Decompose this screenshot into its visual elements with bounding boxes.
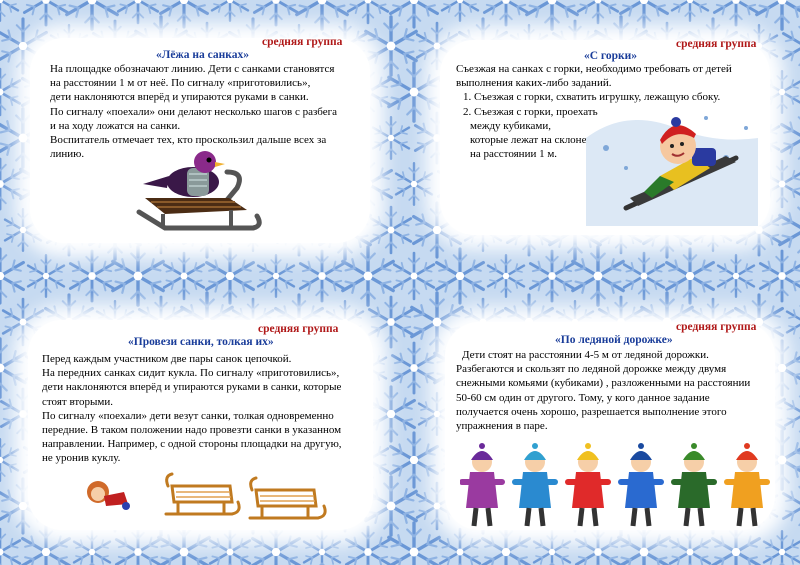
text-line: Перед каждым участником две пары санок цепочкой.	[42, 353, 292, 365]
text-line: Разбегаются и скользят по ледяной дорожке между двумя	[456, 363, 727, 376]
text-line: стоят вторыми.	[42, 395, 114, 408]
text-line: направлении. Например, с одной стороны площадки на другую,	[42, 438, 342, 451]
child-figure	[462, 443, 502, 526]
game-description-q1	[50, 62, 380, 161]
boy-sledding-illustration	[586, 98, 758, 226]
text-line: Съезжая с горки, проехать	[474, 105, 598, 118]
text-line: дети наклоняются вперёд и упираются руками в санки.	[50, 91, 309, 104]
two-sleds-illustration	[160, 466, 328, 528]
text-line: На площадке обозначают линию. Дети с санками становятся	[50, 63, 335, 75]
text-line: на расстоянии 1 м от неё. По сигналу «приготовились»,	[50, 77, 311, 90]
child-figure	[727, 443, 767, 526]
text-line: передние. В таком положении надо провезти санки в указанном	[42, 424, 342, 437]
text-line: на расстоянии 1 м.	[470, 148, 558, 161]
text-line: 50-60 см один от другого. Тому, у кого данное задание	[456, 391, 710, 404]
text-line: снежными комьями (кубиками) , разложенными на расстоянии	[456, 377, 751, 390]
text-line: и на ходу ложатся на санки.	[50, 119, 181, 132]
text-line: не уронив куклу.	[42, 452, 121, 465]
bird-on-sled-illustration	[135, 150, 265, 235]
group-label-q4: средняя группа	[676, 321, 757, 333]
text-line: которые лежат на склоне	[470, 134, 587, 147]
child-figure	[568, 443, 608, 526]
text-line: По сигналу «поехали» они делают несколько шагов с разбега	[50, 105, 338, 118]
text-line: выполнения каких-либо заданий.	[456, 77, 612, 90]
text-line: По сигналу «поехали» дети везут санки, толкая одновременно	[42, 409, 334, 422]
group-label-q1: средняя группа	[262, 36, 343, 48]
doll-illustration	[84, 478, 132, 512]
group-label-q3: средняя группа	[258, 323, 339, 335]
game-title-q2: «С горки»	[584, 50, 638, 62]
game-title-q4: «По ледяной дорожке»	[555, 334, 673, 346]
text-line: На передних санках сидит кукла. По сигналу «приготовились»,	[42, 367, 340, 380]
text-line: дети наклоняются вперёд и упираются руками в санки, которые	[42, 381, 342, 394]
child-figure	[674, 443, 714, 526]
text-line: упражнения в паре.	[456, 420, 548, 433]
game-title-q1: «Лёжа на санках»	[156, 49, 249, 61]
text-line: между кубиками,	[470, 119, 551, 132]
game-description-q3	[42, 352, 377, 466]
list-item: 1. Съезжая с горки, схватить игрушку, лежащую сбоку.	[474, 90, 776, 104]
group-label-q2: средняя группа	[676, 38, 757, 50]
child-figure	[515, 443, 555, 526]
text-line: получается очень хорошо, разрешается выполнение этого	[456, 405, 727, 418]
game-title-q3: «Провези санки, толкая их»	[128, 336, 274, 348]
game-description-q4	[456, 348, 774, 433]
text-line: линию.	[50, 148, 85, 161]
text-line: Дети стоят на расстоянии 4-5 м от ледяной дорожки.	[462, 349, 709, 361]
children-holding-hands-illustration	[460, 442, 770, 532]
text-line: Съезжая на санках с горки, необходимо требовать от детей	[456, 63, 732, 75]
text-line: Воспитатель отмечает тех, кто проскользил дальше всех за	[50, 134, 327, 147]
child-figure	[621, 443, 661, 526]
